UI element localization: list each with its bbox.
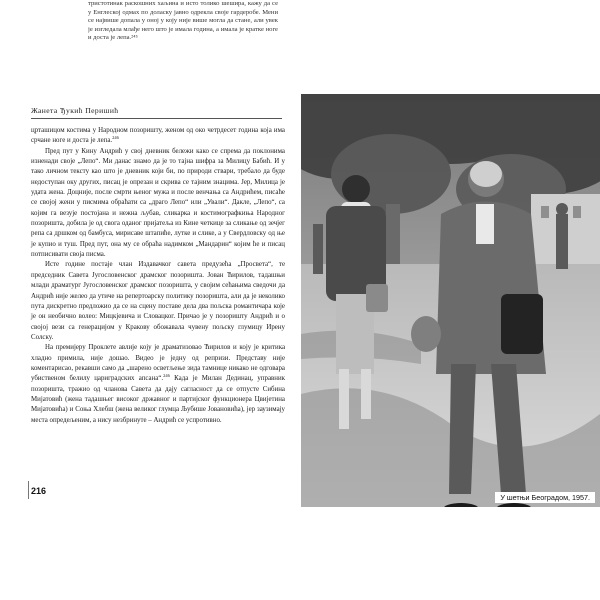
footnote-ref-2: 246 — [163, 373, 170, 379]
page-number: 216 — [31, 486, 47, 496]
running-head: Жанета Ђукић Перишић — [31, 106, 119, 115]
body-text — [31, 126, 285, 426]
photograph — [301, 94, 600, 507]
paragraph-1: црташицом костима у Народном позоришту, женом од око четрдесет година која има срчане ноге и доста је лепа.$^{246}$ — [31, 127, 285, 145]
footnote-ref-1: 246 — [112, 135, 119, 141]
left-page — [28, 86, 286, 506]
street-scene-illustration — [301, 94, 600, 507]
previous-text-fragment: тристотинак раскошних хаљина и исто толико шешира, кажу да се у Енглеској одмах по доласку јавно одрекла своје гардеробе. Мени се највише допала у оној у коју није више могла да стане, али увек је изгледала млађе него што је имала година, а имала је кратке ноге и доста је лепа.²⁴⁵ — [88, 0, 278, 42]
paragraph-4: На премијеру Проклете авлије коју је драматизовао Ћирилов и коју је критика хладно примила, није дошао. Видео је једну од репризи. Представу није коментарисао, рекавши само да „шарено осветљење зида тамнице никако не одговара убиственом белилу цариградских апсана“.$^{246}$ Када је Милан Дединац, управник позоришта, тражио од чланова Савета да дају сагласност да се отпусте Сибина Мијатовић (жена тадашњег високог државног и партијског функционера Цвијетина Мијатовића) и Соња Хлебш (жена великог глумца Љубише Јовановића), јер заузимају места опредељеним, а нису незбринуте – Андрић се успротивно. — [31, 344, 285, 424]
paragraph-2: Пред пут у Кину Андрић у свој дневник бележи како се спрема да поклонима изненади своје „Лепо“. Ми данас знамо да је то тајна шифра за Милицу Бабић. И у тако личном тексту као што је дневник који би, по природи ствари, требало да буде недоступан оку других, писац је опрезан и скрива се тајним знацима. Јер, Милица је удата жена. Доцније, после смрти њеног мужа и после венчања са Андрићем, писаће се својој жени у писмима обраћати са „драго Лепо“ или „Ували“. Дакле, „Лепо“, са којим га везује постојана и нежна љубав, сликарка и костимографкиња Народног позоришта, добила је од свога оданог пријатеља из Кине четкице за сликање од зечјег репа са дршком од бамбуса, мирисаве штапиће, лутке и слике, а у Свердловску од ње је купио и туш. Пред пут, она му се обраћа надимком „Мандарин“ којим ће и писац потписивати своја писма. — [31, 147, 285, 259]
photo-caption: У шетњи Београдом, 1957. — [495, 492, 595, 503]
header-rule — [31, 118, 282, 119]
paragraph-3: Исте године постаје члан Издавачког савета предузећа „Просвета“, те председник Савета Југословенског драмског позоришта. Јован Ћирилов, тадашњи млади драматург Југословенског драмског позоришта, у својим сећањима сведочи да Андрић није желео да утиче на репертоарску политику позоришта, али да је неколико пута дискретно предложио да се на сцену поставе дела два пољска романтичара које је он необично волео: Мицкјевича и Словацког. Причао је у позоришту Андрић и о својој вези са генерацијом у Кракову обожавала чувену пољску глумицу Ирену Солску. — [31, 261, 285, 341]
